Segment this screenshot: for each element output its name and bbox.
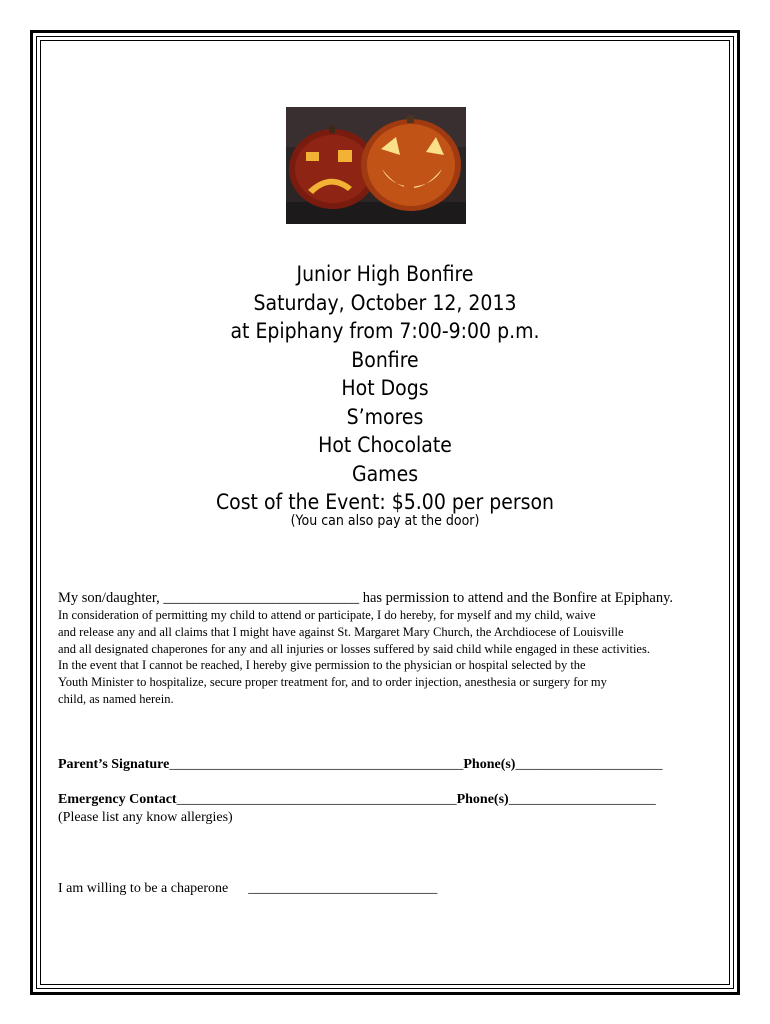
waiver-line: In consideration of permitting my child to attend or participate, I do hereby, for myself and my child, waive (58, 608, 596, 622)
parent-signature-label: Parent’s Signature (58, 757, 170, 772)
permission-suffix: has permission to attend and the Bonfire at Epiphany. (359, 590, 674, 606)
emergency-contact-row (58, 792, 738, 808)
pay-at-door-note: (You can also pay at the door) (290, 513, 480, 529)
event-date: Saturday, October 12, 2013 (253, 290, 517, 315)
event-heading (75, 260, 696, 517)
parent-signature-row (58, 757, 738, 773)
event-title: Junior High Bonfire (296, 262, 474, 286)
event-item: S’mores (346, 404, 424, 429)
phone-label: Phone(s) (463, 757, 516, 772)
event-item: Hot Dogs (341, 376, 429, 400)
event-location-time: at Epiphany from 7:00-9:00 p.m. (230, 319, 540, 343)
event-cost: Cost of the Event: $5.00 per person (215, 490, 555, 514)
permission-statement (58, 590, 738, 607)
chaperone-field[interactable]: ___________________________ (248, 881, 438, 896)
emergency-phone-field[interactable]: _____________________ (508, 792, 656, 807)
child-name-field[interactable]: ___________________________ (163, 590, 360, 606)
emergency-contact-field[interactable]: ________________________________________ (176, 792, 457, 807)
event-item: Games (351, 461, 419, 486)
phone-label: Phone(s) (456, 792, 509, 807)
permission-prefix: My son/daughter, (58, 590, 164, 606)
parent-phone-field[interactable]: _____________________ (515, 757, 663, 772)
jack-o-lantern-photo (286, 107, 466, 224)
event-item: Bonfire (351, 347, 419, 372)
waiver-line: and release any and all claims that I might have against St. Margaret Mary Church, the Archdiocese of Louisville (58, 624, 624, 639)
waiver-line: and all designated chaperones for any and all injuries or losses suffered by said child while engaged in these activities. (58, 641, 650, 656)
chaperone-row (58, 881, 437, 897)
waiver-line: Youth Minister to hospitalize, secure proper treatment for, and to order injection, anesthesia or surgery for my (58, 675, 607, 690)
chaperone-label: I am willing to be a chaperone (58, 881, 229, 896)
emergency-contact-label: Emergency Contact (58, 792, 177, 807)
waiver-line: In the event that I cannot be reached, I hereby give permission to the physician or hospital selected by the (58, 658, 586, 673)
waiver-text (58, 607, 738, 708)
parent-signature-field[interactable]: __________________________________________ (169, 757, 464, 772)
allergies-note: (Please list any know allergies) (58, 810, 233, 825)
waiver-line: child, as named herein. (58, 691, 174, 706)
event-item: Hot Chocolate (318, 433, 452, 457)
